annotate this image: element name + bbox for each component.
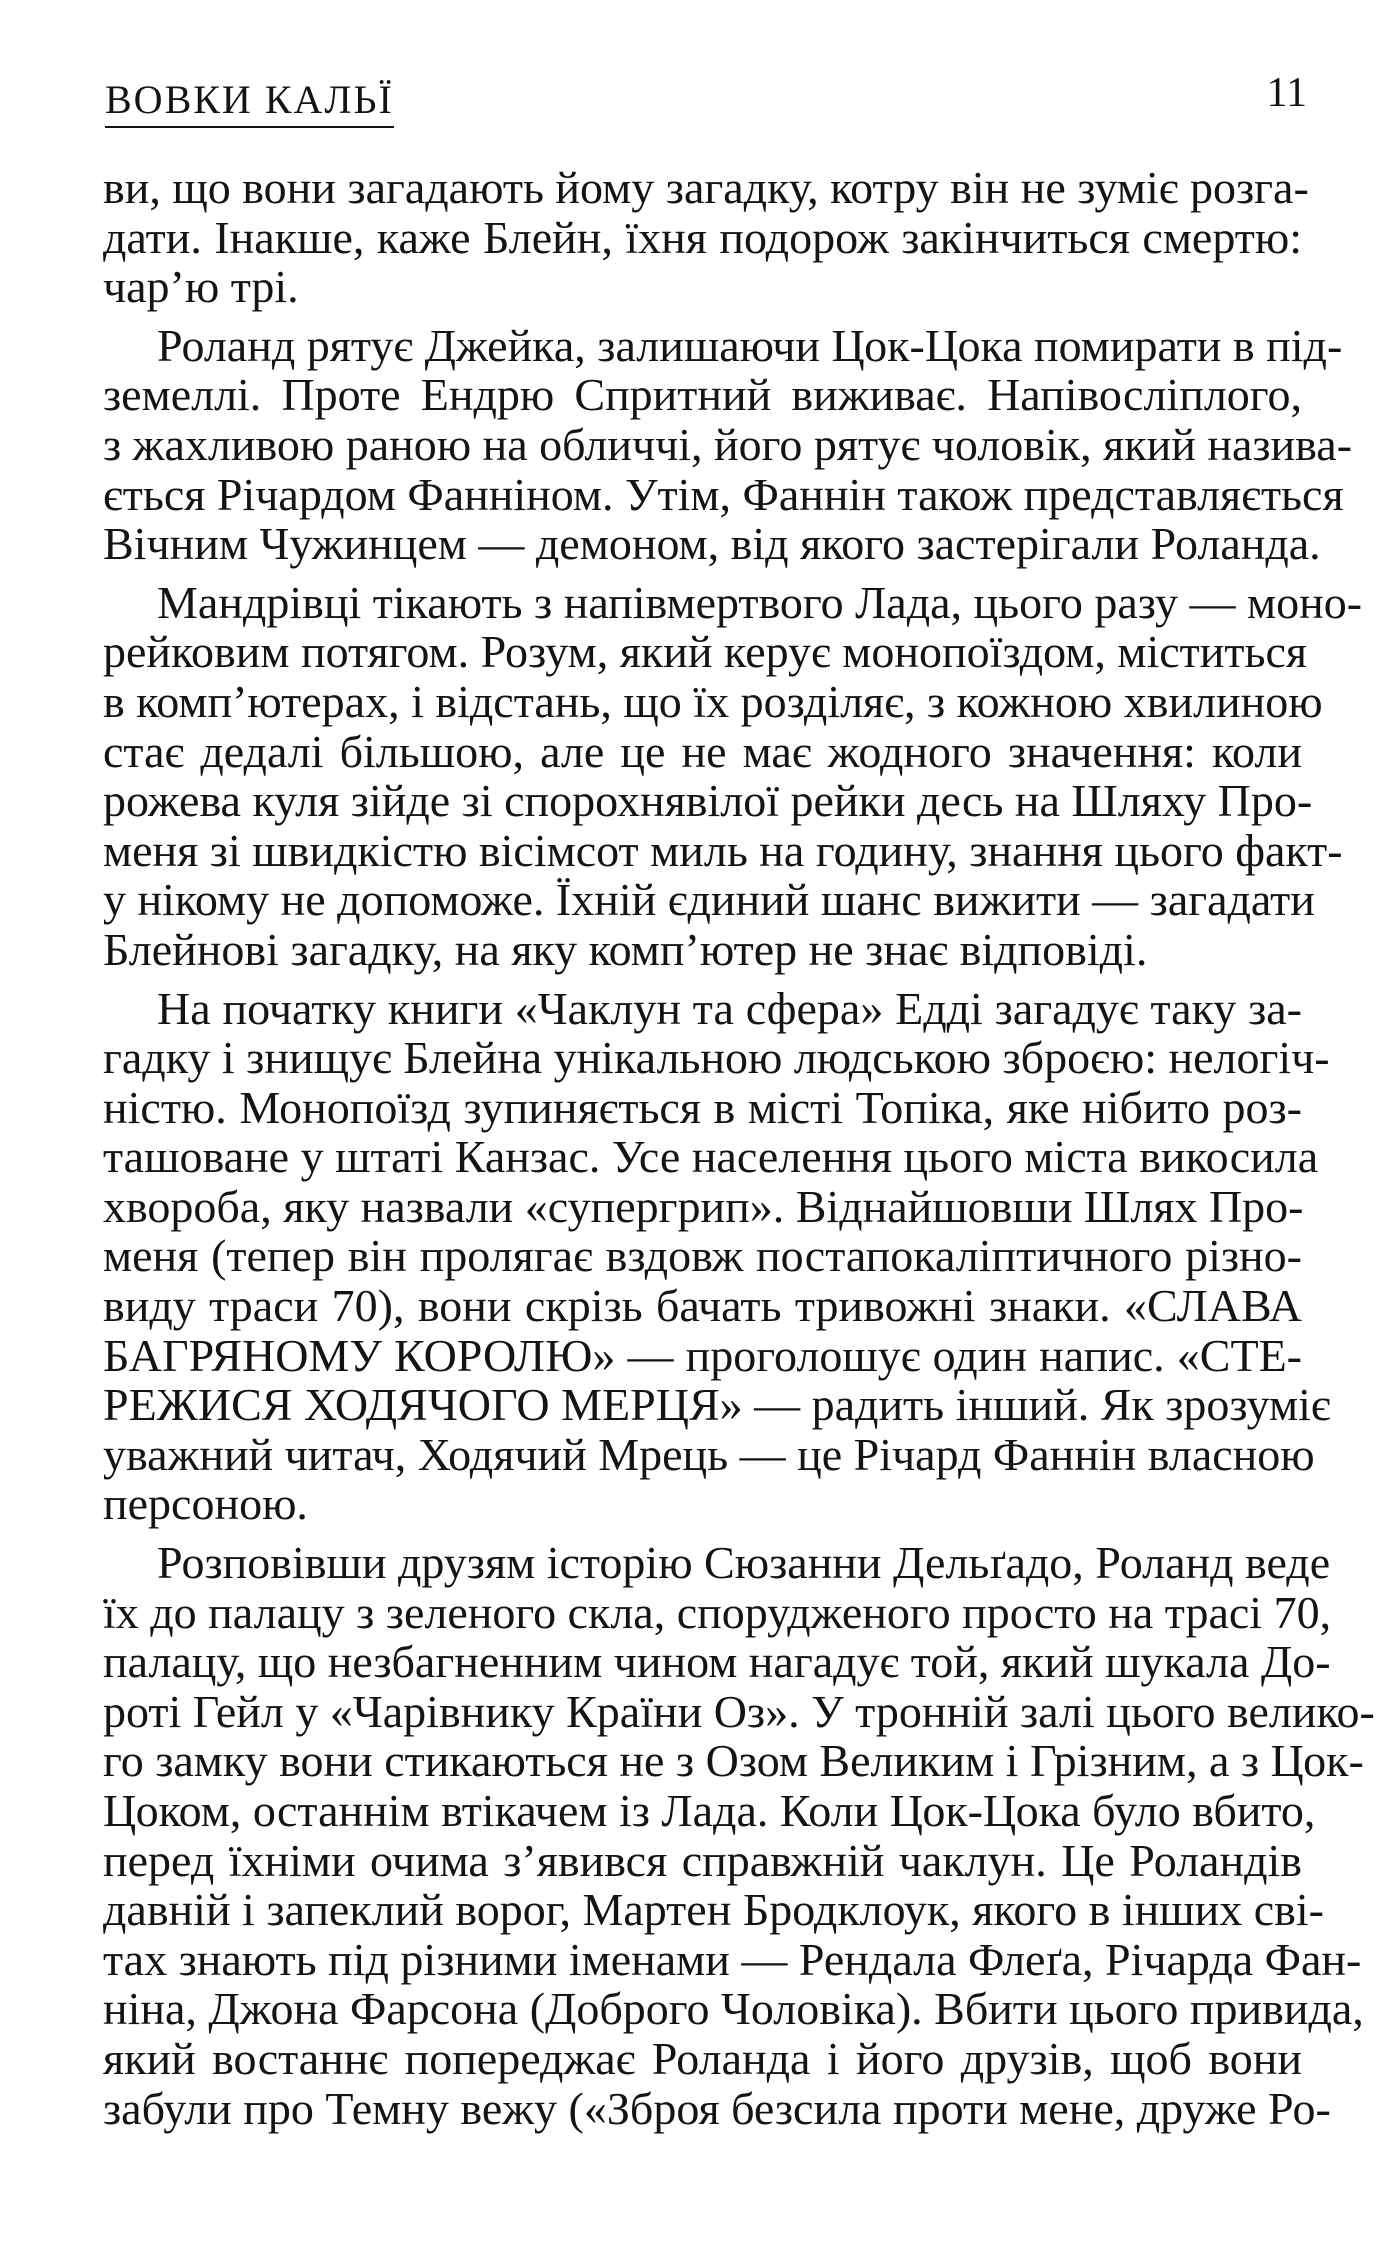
text-line: меня (тепер він пролягає вздовж постапокаліптичного різно- (103, 1230, 1302, 1282)
text-line: Вічним Чужинцем — демоном, від якого застерігали Роланда. (103, 518, 1321, 570)
page-header (105, 72, 1305, 142)
text-line: перед їхніми очима з’явився справжній чаклун. Це Роландів (103, 1834, 1302, 1886)
text-line: у нікому не допоможе. Їхній єдиний шанс вижити — загадати (103, 874, 1315, 926)
paragraph (103, 319, 1353, 570)
text-line: стає дедалі більшою, але це не має жодного значення: коли (103, 725, 1302, 777)
text-line: гадку і знищує Блейна унікальною людською зброєю: нелогіч- (103, 1032, 1330, 1084)
text-line: персоною. (103, 1478, 308, 1530)
text-line: РЕЖИСЯ ХОДЯЧОГО МЕРЦЯ» — радить інший. Як зрозуміє (103, 1379, 1331, 1431)
text-line: виду траси 70), вони скрізь бачать тривожні знаки. «СЛАВА (103, 1280, 1302, 1332)
text-line: давній і запеклий ворог, Мартен Бродклоук, якого в інших сві- (103, 1884, 1324, 1936)
text-line: чар’ю трі. (103, 261, 299, 313)
text-line: ніна, Джона Фарсона (Доброго Чоловіка). Вбити цього привида, (103, 1983, 1364, 2035)
text-line: хвороба, яку назвали «супергрип». Віднайшовши Шлях Про- (103, 1180, 1304, 1232)
paragraph (103, 1537, 1375, 2134)
text-line: Розповівши друзям історію Сюзанни Дельґадо, Роланд веде (157, 1537, 1331, 1589)
text-line: ністю. Монопоїзд зупиняється в місті Топіка, яке нібито роз- (103, 1081, 1302, 1133)
text-line: Мандрівці тікають з напівмертвого Лада, цього разу — моно- (157, 576, 1363, 628)
body-text (103, 162, 1375, 2134)
text-line: БАГРЯНОМУ КОРОЛЮ» — проголошує один напис. «СТЕ- (103, 1329, 1302, 1381)
page-number: 11 (1266, 70, 1307, 116)
paragraph (103, 982, 1331, 1530)
text-line: палацу, що незбагненним чином нагадує той, який шукала До- (103, 1636, 1331, 1688)
text-line: який востаннє попереджає Роланда і його друзів, щоб вони (103, 2032, 1302, 2084)
text-line: земеллі. Проте Ендрю Спритний виживає. Напівосліплого, (103, 369, 1302, 421)
text-line: ється Річардом Фанніном. Утім, Фаннін також представляється (103, 468, 1344, 520)
text-line: роті Гейл у «Чарівнику Країни Оз». У тронній залі цього велико- (103, 1685, 1375, 1737)
paragraph (103, 162, 1309, 313)
text-line: забули про Темну вежу («Зброя безсила проти мене, друже Ро- (103, 2082, 1331, 2134)
paragraph (103, 576, 1363, 975)
running-title: ВОВКИ КАЛЬЇ (105, 80, 394, 128)
text-line: меня зі швидкістю вісімсот миль на годину, знання цього факт- (103, 824, 1343, 876)
text-line: в комп’ютерах, і відстань, що їх розділяє, з кожною хвилиною (103, 675, 1323, 727)
text-line: рейковим потягом. Розум, який керує монопоїздом, міститься (103, 626, 1308, 678)
text-line: рожева куля зійде зі спорохнявілої рейки десь на Шляху Про- (103, 775, 1313, 827)
text-line: ви, що вони загадають йому загадку, котру він не зуміє розга- (103, 162, 1309, 213)
text-line: Роланд рятує Джейка, залишаючи Цок-Цока помирати в під- (157, 319, 1343, 371)
text-line: На початку книги «Чаклун та сфера» Едді загадує таку за- (157, 982, 1302, 1034)
text-line: Блейнові загадку, на яку комп’ютер не знає відповіді. (103, 923, 1148, 975)
text-line: уважний читач, Ходячий Мрець — це Річард Фаннін власною (103, 1428, 1315, 1480)
text-line: Цоком, останнім втікачем із Лада. Коли Цок-Цока було вбито, (103, 1785, 1316, 1836)
text-line: з жахливою раною на обличчі, його рятує чоловік, який назива- (103, 418, 1353, 470)
text-line: го замку вони стикаються не з Озом Великим і Грізним, а з Цок- (103, 1735, 1364, 1787)
text-line: тах знають під різними іменами — Рендала Флеґа, Річарда Фан- (103, 1933, 1362, 1985)
text-line: дати. Інакше, каже Блейн, їхня подорож закінчиться смертю: (103, 211, 1302, 263)
text-line: їх до палацу з зеленого скла, спорудженого просто на трасі 70, (103, 1586, 1332, 1638)
text-line: ташоване у штаті Канзас. Усе населення цього міста викосила (103, 1131, 1319, 1183)
